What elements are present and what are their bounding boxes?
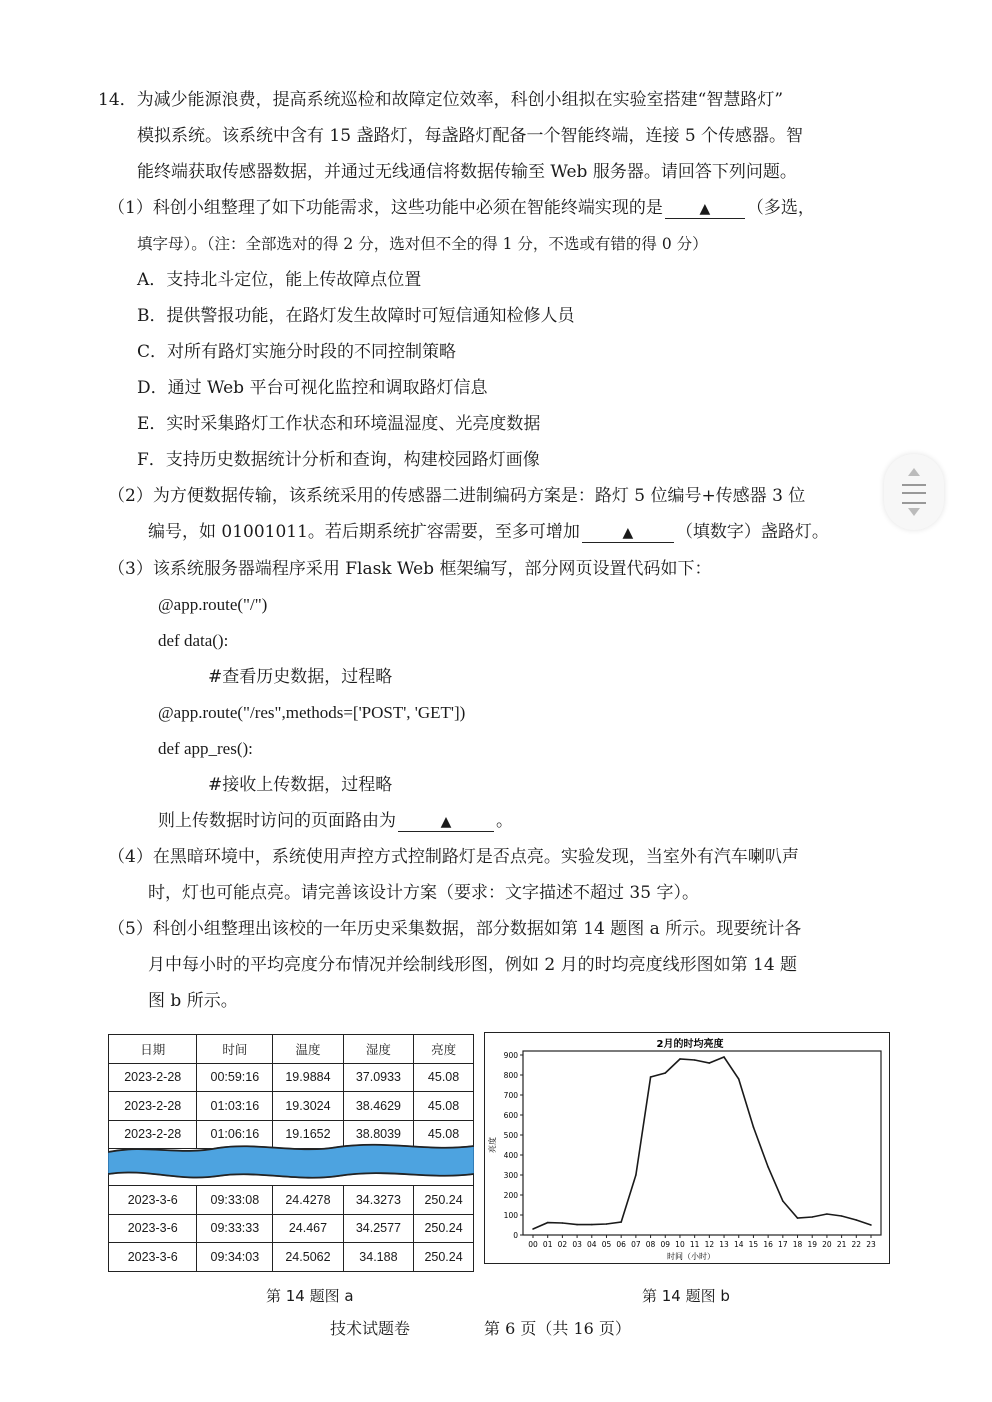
part-1-prompt: （1）科创小组整理了如下功能需求，这些功能中必须在智能终端实现的是 bbox=[108, 198, 663, 218]
x-tick-label: 20 bbox=[822, 1240, 832, 1249]
x-tick-label: 14 bbox=[733, 1240, 744, 1249]
table-cell: 38.4629 bbox=[343, 1092, 413, 1121]
part-2-line-1: （2）为方便数据传输，该系统采用的传感器二进制编码方案是：路灯 5 位编号+传感器 3 位 bbox=[108, 486, 806, 506]
y-tick-label: 0 bbox=[513, 1231, 518, 1240]
table-cell: 34.188 bbox=[343, 1243, 413, 1272]
table-cell: 45.08 bbox=[414, 1120, 474, 1149]
x-tick-label: 23 bbox=[866, 1240, 876, 1249]
part-4-line-2: 时，灯也可能点亮。请完善该设计方案（要求：文字描述不超过 35 字）。 bbox=[148, 883, 699, 903]
data-point bbox=[753, 1126, 755, 1128]
table-cell: 38.8039 bbox=[343, 1120, 413, 1149]
option-f: F．支持历史数据统计分析和查询，构建校园路灯画像 bbox=[137, 450, 540, 470]
x-tick-label: 10 bbox=[675, 1240, 685, 1249]
x-tick-label: 11 bbox=[689, 1240, 700, 1249]
option-b: B．提供警报功能，在路灯发生故障时可短信通知检修人员 bbox=[137, 306, 575, 326]
data-point bbox=[547, 1222, 549, 1224]
data-point bbox=[562, 1222, 564, 1224]
header-humidity: 湿度 bbox=[343, 1035, 413, 1064]
table-cell: 19.9884 bbox=[273, 1063, 343, 1092]
footer-title: 技术试题卷 bbox=[330, 1319, 411, 1338]
table-row bbox=[109, 1214, 474, 1243]
data-point bbox=[826, 1213, 828, 1215]
data-point bbox=[591, 1224, 593, 1226]
data-point bbox=[811, 1216, 813, 1218]
chart-title: 2月的时均亮度 bbox=[656, 1039, 724, 1050]
x-tick-label: 13 bbox=[719, 1240, 729, 1249]
option-d: D．通过 Web 平台可视化监控和调取路灯信息 bbox=[137, 378, 488, 398]
x-tick-label: 19 bbox=[807, 1240, 817, 1249]
y-axis-label: 亮度 bbox=[488, 1137, 497, 1153]
table-cell: 2023-3-6 bbox=[109, 1186, 197, 1215]
scroll-up-icon[interactable] bbox=[908, 468, 920, 476]
data-point bbox=[694, 1059, 696, 1061]
x-tick-label: 00 bbox=[528, 1240, 538, 1249]
figure-a-table bbox=[108, 1034, 474, 1262]
x-tick-label: 01 bbox=[542, 1240, 553, 1249]
y-tick-label: 500 bbox=[503, 1131, 518, 1140]
plot-frame bbox=[523, 1051, 881, 1235]
part-1-line-2: 填字母）。（注：全部选对的得 2 分，选对但不全的得 1 分，不选或有错的得 0 分） bbox=[137, 235, 708, 253]
data-point bbox=[723, 1056, 725, 1058]
data-point bbox=[650, 1076, 652, 1078]
data-point bbox=[532, 1228, 534, 1230]
table-cell: 34.3273 bbox=[343, 1186, 413, 1215]
data-point bbox=[679, 1058, 681, 1060]
x-tick-label: 18 bbox=[792, 1240, 803, 1249]
part-4-line-1: （4）在黑暗环境中，系统使用声控方式控制路灯是否点亮。实验发现，当室外有汽车喇叭声 bbox=[108, 847, 799, 867]
code-line-5: def app_res(): bbox=[158, 739, 253, 758]
brightness-line-chart bbox=[485, 1033, 889, 1263]
part-5-line-2: 月中每小时的平均亮度分布情况并绘制线形图，例如 2 月的时均亮度线形图如第 14 题 bbox=[148, 955, 798, 975]
table-cell: 45.08 bbox=[414, 1063, 474, 1092]
table-cell: 37.0933 bbox=[343, 1063, 413, 1092]
y-tick-label: 200 bbox=[503, 1191, 518, 1200]
table-cell: 19.1652 bbox=[273, 1120, 343, 1149]
question-stem-line-3: 能终端获取传感器数据，并通过无线通信将数据传输至 Web 服务器。请回答下列问题。 bbox=[137, 162, 797, 182]
part-2-line-2 bbox=[148, 520, 829, 544]
table-cell: 2023-3-6 bbox=[109, 1214, 197, 1243]
table-cell: 24.5062 bbox=[273, 1243, 343, 1272]
x-tick-label: 16 bbox=[763, 1240, 773, 1249]
table-cell: 250.24 bbox=[414, 1243, 474, 1272]
x-axis-label: 时间（小时） bbox=[667, 1252, 715, 1261]
footer-page-number: 第 6 页（共 16 页） bbox=[484, 1319, 631, 1338]
part-3-tail bbox=[158, 809, 513, 833]
table-cell: 2023-2-28 bbox=[109, 1063, 197, 1092]
question-stem-line-1: 14．为减少能源浪费，提高系统巡检和故障定位效率，科创小组拟在实验室搭建“智慧路灯” bbox=[98, 90, 784, 110]
figure-b-caption: 第 14 题图 b bbox=[642, 1287, 730, 1305]
data-point bbox=[870, 1224, 872, 1226]
table-cell: 00:59:16 bbox=[197, 1063, 273, 1092]
table-row bbox=[109, 1092, 474, 1121]
answer-blank-2[interactable]: ▲ bbox=[582, 523, 674, 543]
table-cell: 34.2577 bbox=[343, 1214, 413, 1243]
code-line-1: @app.route("/") bbox=[158, 595, 268, 614]
code-line-2: def data(): bbox=[158, 631, 229, 650]
option-e: E．实时采集路灯工作状态和环境温湿度、光亮度数据 bbox=[137, 414, 541, 434]
x-tick-label: 21 bbox=[836, 1240, 847, 1249]
scroll-down-icon[interactable] bbox=[908, 508, 920, 516]
table-cell: 09:33:08 bbox=[197, 1186, 273, 1215]
table-cell: 250.24 bbox=[414, 1214, 474, 1243]
series-line bbox=[533, 1057, 871, 1229]
data-point bbox=[635, 1174, 637, 1176]
x-tick-label: 12 bbox=[704, 1240, 715, 1249]
table-cell: 09:33:33 bbox=[197, 1214, 273, 1243]
table-cell: 2023-2-28 bbox=[109, 1092, 197, 1121]
y-tick-label: 700 bbox=[503, 1091, 518, 1100]
answer-blank-1[interactable]: ▲ bbox=[665, 199, 745, 219]
drag-handle-icon bbox=[902, 484, 926, 504]
y-tick-label: 400 bbox=[503, 1151, 518, 1160]
x-tick-label: 15 bbox=[748, 1240, 759, 1249]
code-line-6: #接收上传数据，过程略 bbox=[208, 775, 393, 795]
x-tick-label: 17 bbox=[778, 1240, 788, 1249]
part-1-suffix: （多选， bbox=[746, 198, 815, 218]
x-tick-label: 04 bbox=[587, 1240, 597, 1249]
table-break-wave bbox=[108, 1138, 474, 1182]
y-tick-label: 800 bbox=[503, 1071, 518, 1080]
table-row bbox=[109, 1063, 474, 1092]
scroll-handle[interactable] bbox=[884, 454, 944, 530]
x-tick-label: 06 bbox=[616, 1240, 626, 1249]
figure-b-chart bbox=[484, 1032, 890, 1264]
table-row bbox=[109, 1243, 474, 1272]
part-5-line-1: （5）科创小组整理出该校的一年历史采集数据，部分数据如第 14 题图 a 所示。现要统计各 bbox=[108, 919, 802, 939]
table-cell: 09:34:03 bbox=[197, 1243, 273, 1272]
figure-a-caption: 第 14 题图 a bbox=[266, 1287, 354, 1305]
x-tick-label: 09 bbox=[660, 1240, 671, 1249]
header-time: 时间 bbox=[197, 1035, 273, 1064]
part-5-line-3: 图 b 所示。 bbox=[148, 991, 238, 1011]
data-point bbox=[856, 1219, 858, 1221]
table-cell: 24.4278 bbox=[273, 1186, 343, 1215]
code-line-4: @app.route("/res",methods=['POST', 'GET']) bbox=[158, 703, 466, 722]
option-a: A．支持北斗定位，能上传故障点位置 bbox=[137, 270, 422, 290]
table-row bbox=[109, 1186, 474, 1215]
x-tick-label: 03 bbox=[572, 1240, 582, 1249]
header-temperature: 温度 bbox=[273, 1035, 343, 1064]
part-2-prompt: 编号，如 01001011。若后期系统扩容需要，至多可增加 bbox=[148, 522, 580, 542]
table-cell: 24.467 bbox=[273, 1214, 343, 1243]
header-date: 日期 bbox=[109, 1035, 197, 1064]
table-cell: 19.3024 bbox=[273, 1092, 343, 1121]
header-brightness: 亮度 bbox=[414, 1035, 474, 1064]
x-tick-label: 22 bbox=[851, 1240, 862, 1249]
data-point bbox=[664, 1072, 666, 1074]
part-3-prompt: 则上传数据时访问的页面路由为 bbox=[158, 811, 396, 831]
table-cell: 45.08 bbox=[414, 1092, 474, 1121]
data-point bbox=[782, 1200, 784, 1202]
data-point bbox=[841, 1215, 843, 1217]
question-stem-line-2: 模拟系统。该系统中含有 15 盏路灯，每盏路灯配备一个智能终端，连接 5 个传感器。智 bbox=[137, 126, 804, 146]
table-cell: 01:06:16 bbox=[197, 1120, 273, 1149]
y-tick-label: 600 bbox=[503, 1111, 518, 1120]
data-point bbox=[620, 1221, 622, 1223]
data-point bbox=[797, 1217, 799, 1219]
part-2-suffix: （填数字）盏路灯。 bbox=[675, 522, 829, 542]
option-c: C．对所有路灯实施分时段的不同控制策略 bbox=[137, 342, 457, 362]
y-tick-label: 300 bbox=[503, 1171, 518, 1180]
table-cell: 01:03:16 bbox=[197, 1092, 273, 1121]
y-tick-label: 100 bbox=[503, 1211, 518, 1220]
data-point bbox=[709, 1062, 711, 1064]
x-tick-label: 07 bbox=[631, 1240, 641, 1249]
code-line-3: #查看历史数据，过程略 bbox=[208, 667, 393, 687]
table-cell: 250.24 bbox=[414, 1186, 474, 1215]
answer-blank-3[interactable]: ▲ bbox=[398, 812, 494, 832]
data-point bbox=[606, 1223, 608, 1225]
y-tick-label: 900 bbox=[503, 1051, 518, 1060]
table-cell: 2023-2-28 bbox=[109, 1120, 197, 1149]
x-tick-label: 08 bbox=[645, 1240, 656, 1249]
table-header-row bbox=[109, 1035, 474, 1064]
data-point bbox=[738, 1078, 740, 1080]
part-1-line-1 bbox=[108, 196, 815, 220]
x-tick-label: 05 bbox=[601, 1240, 612, 1249]
data-point bbox=[576, 1224, 578, 1226]
x-tick-label: 02 bbox=[557, 1240, 568, 1249]
data-point bbox=[767, 1166, 769, 1168]
part-3-suffix: 。 bbox=[496, 811, 513, 831]
table-cell: 2023-3-6 bbox=[109, 1243, 197, 1272]
part-3-line-1: （3）该系统服务器端程序采用 Flask Web 框架编写，部分网页设置代码如下： bbox=[108, 559, 712, 579]
